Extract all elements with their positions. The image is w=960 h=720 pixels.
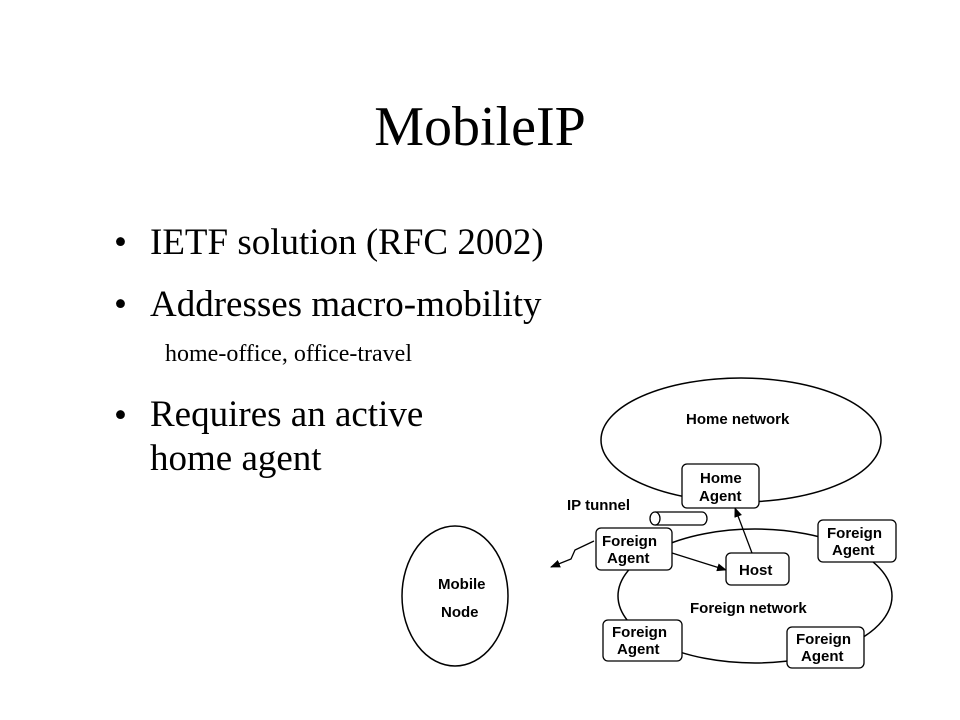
arrow-host-to-home-agent (735, 508, 752, 553)
arrow-foreign-agent-to-host (672, 553, 726, 570)
foreign-agent-label-line: Agent (801, 648, 844, 665)
host-label: Host (739, 562, 773, 579)
bullet-text: Addresses macro-mobility (150, 284, 542, 325)
foreign-network-label: Foreign network (690, 600, 807, 617)
home-agent-label-line: Agent (699, 488, 742, 505)
mobile-node-label-line: Node (441, 604, 479, 621)
foreign-agent-label-line: Foreign (827, 525, 882, 542)
bullet-text-line: Requires an active (150, 394, 424, 435)
bullet-text: IETF solution (RFC 2002) (150, 222, 544, 263)
foreign-agent-label-line: Foreign (796, 631, 851, 648)
slide-title: MobileIP (374, 96, 586, 158)
bullet-text-line: home agent (150, 438, 322, 479)
foreign-agent-label-line: Agent (607, 550, 650, 567)
bullet-dot: • (114, 395, 127, 436)
mobile-node-label-line: Mobile (438, 576, 486, 593)
ip-tunnel-pipe-end (702, 512, 707, 525)
foreign-agent-label-line: Foreign (602, 533, 657, 550)
home-network-label: Home network (686, 411, 790, 428)
mobile-node-circle (402, 526, 508, 666)
ip-tunnel-pipe-end (650, 512, 660, 525)
ip-tunnel-pipe (655, 512, 702, 525)
bullet-dot: • (114, 284, 127, 325)
wireless-link (551, 541, 594, 567)
foreign-agent-label-line: Agent (617, 641, 660, 658)
sub-bullet-text: home-office, office-travel (165, 341, 412, 367)
ip-tunnel-label: IP tunnel (567, 497, 631, 514)
bullet-dot: • (114, 222, 127, 263)
foreign-agent-label-line: Agent (832, 542, 875, 559)
foreign-agent-label-line: Foreign (612, 624, 667, 641)
home-agent-label-line: Home (700, 470, 742, 487)
